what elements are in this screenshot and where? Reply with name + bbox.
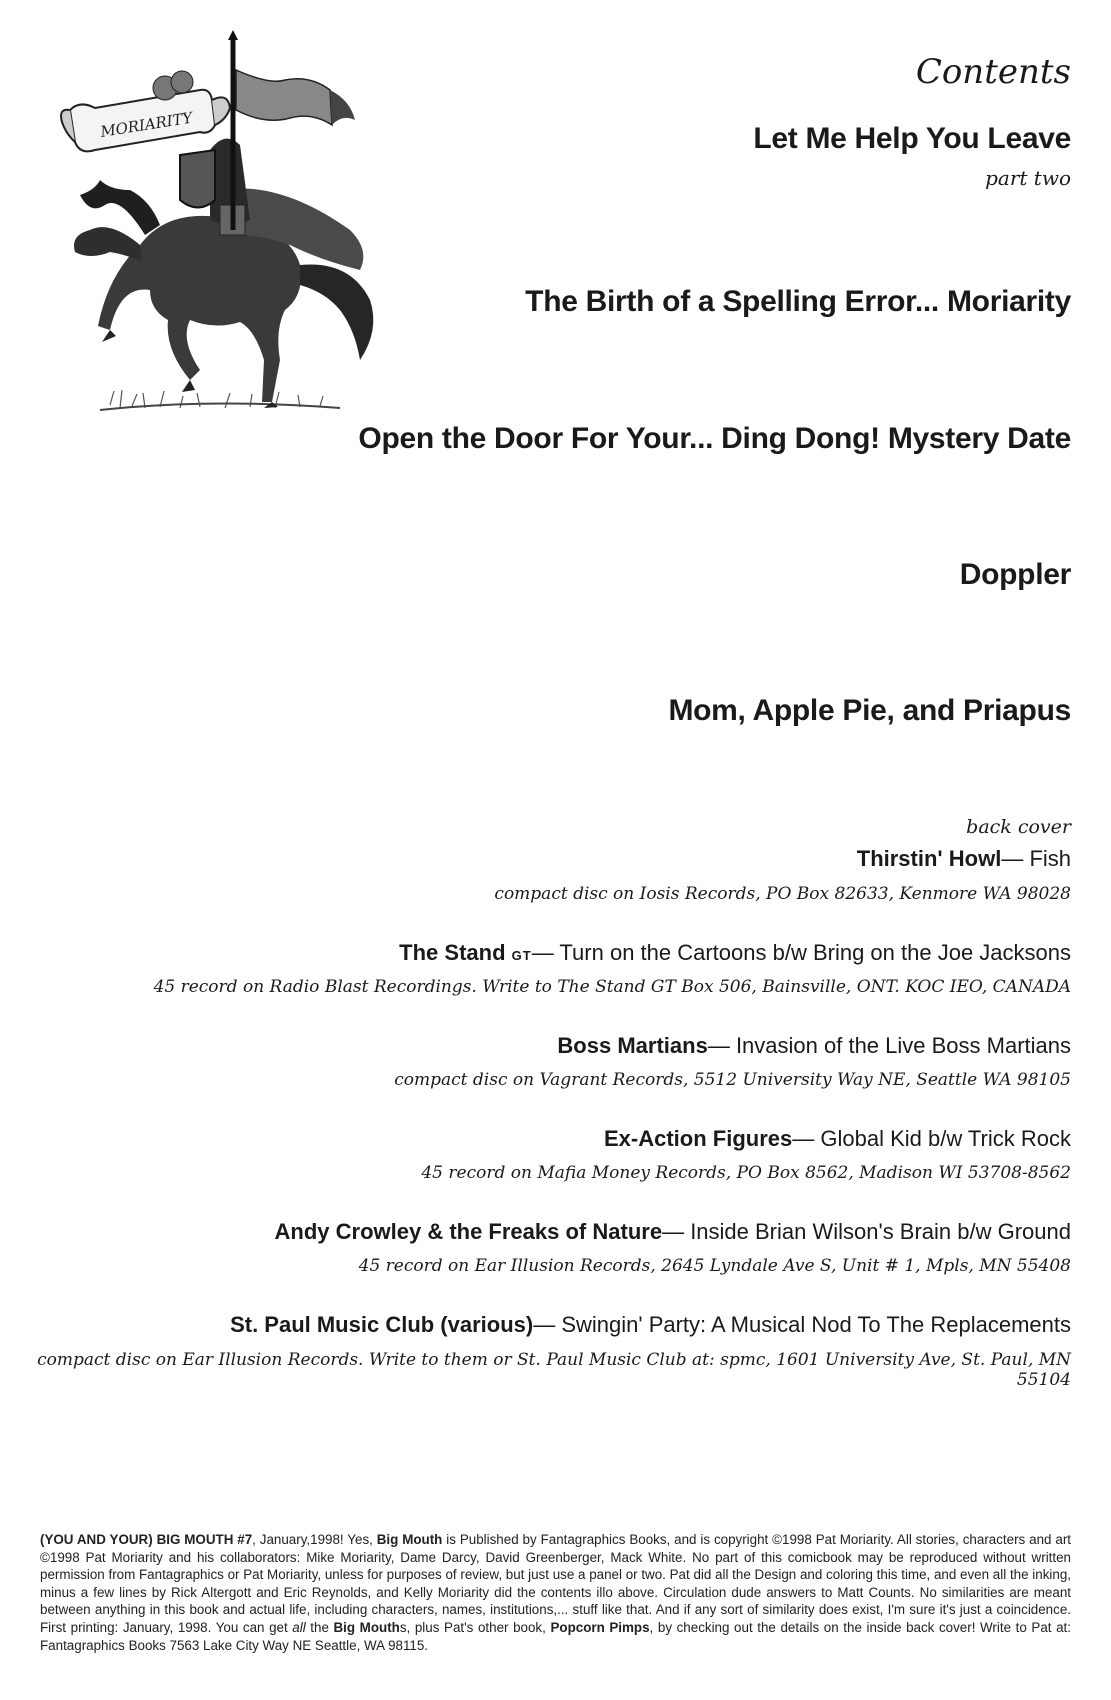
music-detail-1: compact disc on Iosis Records, PO Box 82633, Kenmore WA 98028 — [494, 884, 1071, 904]
music-artist-suffix: GT — [511, 948, 532, 963]
music-entry-4 — [604, 1126, 1071, 1152]
credits-italic: all — [292, 1619, 306, 1635]
credits-bold: Popcorn Pimps — [550, 1619, 650, 1635]
music-entry-3 — [557, 1033, 1071, 1059]
credits-issue-title: (YOU AND YOUR) BIG MOUTH #7 — [40, 1532, 253, 1547]
music-separator: — — [533, 1312, 562, 1337]
music-detail-6: compact disc on Ear Illusion Records. Write to them or St. Paul Music Club at: spmc, 1601 University Ave, St. Paul, MN 55104 — [37, 1350, 1071, 1390]
music-entry-2 — [399, 940, 1071, 966]
feature-title-5: Mom, Apple Pie, and Priapus — [668, 694, 1071, 727]
music-title: Swingin' Party: A Musical Nod To The Replacements — [561, 1312, 1071, 1337]
feature-title-4: Doppler — [959, 558, 1071, 591]
music-entry-1 — [857, 846, 1071, 872]
music-separator: — — [1001, 846, 1030, 871]
music-detail-2: 45 record on Radio Blast Recordings. Write to The Stand GT Box 506, Bainsville, ONT. KOC IEO, CANADA — [153, 977, 1071, 997]
music-detail-5: 45 record on Ear Illusion Records, 2645 Lyndale Ave S, Unit # 1, Mpls, MN 55408 — [358, 1256, 1071, 1276]
credits-text: the — [305, 1619, 334, 1635]
credits-text: , January,1998! Yes, — [252, 1532, 377, 1547]
credits-text: is Published by Fantagraphics Books, and is copyright ©1998 Pat Moriarity. All stories, characters and art ©1998 Pat Moriarity and his collaborators: Mike Moriarity, Dame Darcy, David Greenberger, Mack White. No part of this comicbook may be reproduced without written permission from Fantagraphics or Pat Moriarity, unless for purposes of review, but just use a panel or two. Pat did all the Design and coloring this time, and even all the inking, minus a few lines by Rick Altergott and Eric Reynolds, and Kelly Moriarity did the contents illo above. Circulation dude answers to Matt Counts. No similarities are meant between anything in this book and actual life, including characters, names, institutions,... stuff like that. And if any sort of similarity does exist, I'm sure it's just a coincidence. First printing: January, 1998. You can get — [40, 1532, 1072, 1635]
music-artist: Andy Crowley & the Freaks of Nature — [274, 1219, 663, 1244]
music-artist: Thirstin' Howl — [856, 846, 1002, 871]
music-artist: St. Paul Music Club (various) — [230, 1312, 534, 1337]
music-title: Inside Brian Wilson's Brain b/w Ground — [690, 1219, 1071, 1244]
back-cover-label: back cover — [966, 816, 1071, 838]
credits-text: s, plus Pat's other book, — [399, 1619, 551, 1635]
music-artist: Ex-Action Figures — [603, 1126, 793, 1151]
feature-subtitle-1: part two — [985, 166, 1071, 190]
music-title: Turn on the Cartoons b/w Bring on the Joe Jacksons — [559, 940, 1071, 965]
music-separator: — — [662, 1219, 691, 1244]
music-separator: — — [531, 940, 560, 965]
music-artist: The Stand — [399, 940, 506, 965]
knight-on-horse-illustration — [50, 30, 400, 420]
credits-paragraph — [40, 1531, 1071, 1654]
music-title: Invasion of the Live Boss Martians — [735, 1033, 1071, 1058]
music-entry-5 — [275, 1219, 1071, 1245]
music-separator: — — [792, 1126, 821, 1151]
music-entry-6 — [230, 1312, 1071, 1338]
music-artist: Boss Martians — [557, 1033, 708, 1058]
music-title: Fish — [1029, 846, 1071, 871]
contents-heading: Contents — [915, 52, 1071, 92]
feature-title-2: The Birth of a Spelling Error... Moriarity — [525, 285, 1071, 318]
illustration-banner-text: MORIARITY — [99, 108, 194, 141]
music-title: Global Kid b/w Trick Rock — [820, 1126, 1071, 1151]
feature-title-3: Open the Door For Your... Ding Dong! Mystery Date — [358, 422, 1071, 455]
music-detail-4: 45 record on Mafia Money Records, PO Box 8562, Madison WI 53708-8562 — [421, 1163, 1071, 1183]
credits-text: , by checking out the details on the inside back cover! Write to Pat at: Fantagraphics Books 7563 Lake City Way NE Seattle, WA 98115. — [40, 1619, 1071, 1653]
feature-title-1: Let Me Help You Leave — [753, 122, 1071, 155]
music-separator: — — [707, 1033, 736, 1058]
credits-bold: Big Mouth — [376, 1532, 443, 1547]
credits-bold: Big Mouth — [333, 1619, 400, 1635]
music-detail-3: compact disc on Vagrant Records, 5512 University Way NE, Seattle WA 98105 — [394, 1070, 1071, 1090]
